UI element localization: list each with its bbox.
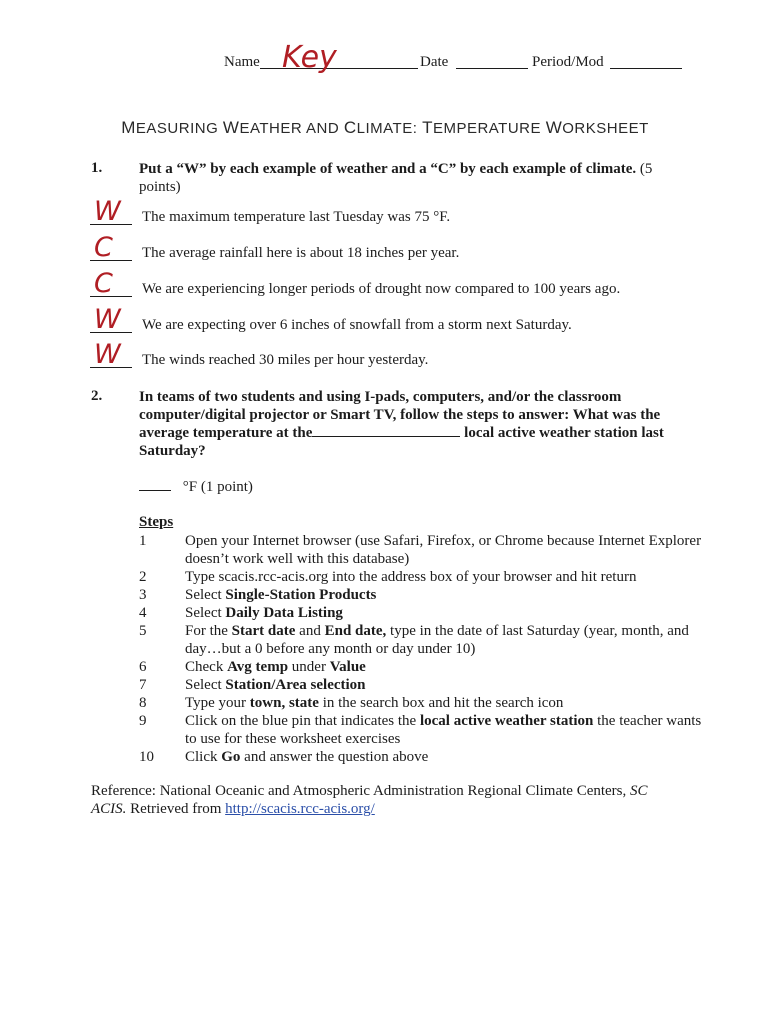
item-text: We are expecting over 6 inches of snowfall from a storm next Saturday. — [142, 317, 572, 333]
step-text: Type your town, state in the search box and hit the search icon — [185, 695, 564, 711]
item-text: The maximum temperature last Tuesday was 75 °F. — [142, 209, 451, 225]
step-text: Click Go and answer the question above — [185, 749, 429, 765]
question-1-item — [90, 268, 710, 302]
question-1-item — [90, 196, 710, 230]
step-number: 10 — [139, 749, 154, 765]
step-number: 8 — [139, 695, 147, 711]
step-number: 6 — [139, 659, 147, 675]
step-number: 4 — [139, 605, 147, 621]
step-text: Select Daily Data Listing — [185, 605, 343, 621]
temperature-blank — [139, 478, 171, 491]
period-label: Period/Mod — [532, 54, 604, 70]
step-text: Click on the blue pin that indicates the local active weather station the teacher wants to use for these worksheet exercises — [185, 713, 702, 747]
step-number: 2 — [139, 569, 147, 585]
step-text: Select Station/Area selection — [185, 677, 366, 693]
question-2-prompt: In teams of two students and using I-pads, computers, and/or the classroom computer/digital projector or Smart TV, follow the steps to answer: What was the average temperature at the local active weather station last Saturday? — [139, 389, 664, 459]
answer-handwritten: W — [94, 196, 121, 227]
step-text: Select Single-Station Products — [185, 587, 377, 603]
steps-heading: Steps — [139, 514, 174, 530]
step-number: 5 — [139, 623, 147, 639]
question-2-number: 2. — [91, 388, 103, 404]
item-text: The winds reached 30 miles per hour yesterday. — [142, 352, 429, 368]
date-label: Date — [420, 54, 449, 70]
reference: Reference: National Oceanic and Atmospheric Administration Regional Climate Centers, SC ACIS. Retrieved from http://scacis.rcc-acis.org/ — [91, 783, 648, 817]
item-text: We are experiencing longer periods of drought now compared to 100 years ago. — [142, 281, 621, 297]
step-number: 7 — [139, 677, 147, 693]
name-value: Key — [282, 40, 337, 75]
question-1-item — [90, 339, 710, 373]
date-line — [456, 68, 528, 69]
answer-handwritten: W — [94, 304, 121, 335]
step-text: Check Avg temp under Value — [185, 659, 366, 675]
step-text: Open your Internet browser (use Safari, Firefox, or Chrome because Internet Explorer doesn’t work well with this database) — [185, 533, 702, 567]
question-2-answer: °F (1 point) — [139, 478, 253, 496]
name-label: Name — [224, 54, 260, 70]
answer-handwritten: C — [94, 232, 113, 263]
question-1-item — [90, 232, 710, 266]
period-line — [610, 68, 682, 69]
step-text: Type scacis.rcc-acis.org into the address box of your browser and hit return — [185, 569, 637, 585]
question-1-number: 1. — [91, 160, 103, 176]
station-blank — [312, 424, 460, 437]
reference-link[interactable]: http://scacis.rcc-acis.org/ — [225, 801, 375, 817]
item-text: The average rainfall here is about 18 inches per year. — [142, 245, 460, 261]
question-1-prompt: Put a “W” by each example of weather and a “C” by each example of climate. (5 points) — [139, 161, 653, 195]
question-1-item — [90, 304, 710, 338]
step-number: 9 — [139, 713, 147, 729]
step-number: 3 — [139, 587, 147, 603]
answer-handwritten: C — [94, 268, 113, 299]
step-text: For the Start date and End date, type in the date of last Saturday (year, month, and day…but a 0 before any month or day under 10) — [185, 623, 689, 657]
step-number: 1 — [139, 533, 147, 549]
worksheet-title: MEASURING WEATHER AND CLIMATE: TEMPERATURE WORKSHEET — [121, 118, 649, 137]
worksheet-header — [224, 40, 694, 78]
answer-handwritten: W — [94, 339, 121, 370]
